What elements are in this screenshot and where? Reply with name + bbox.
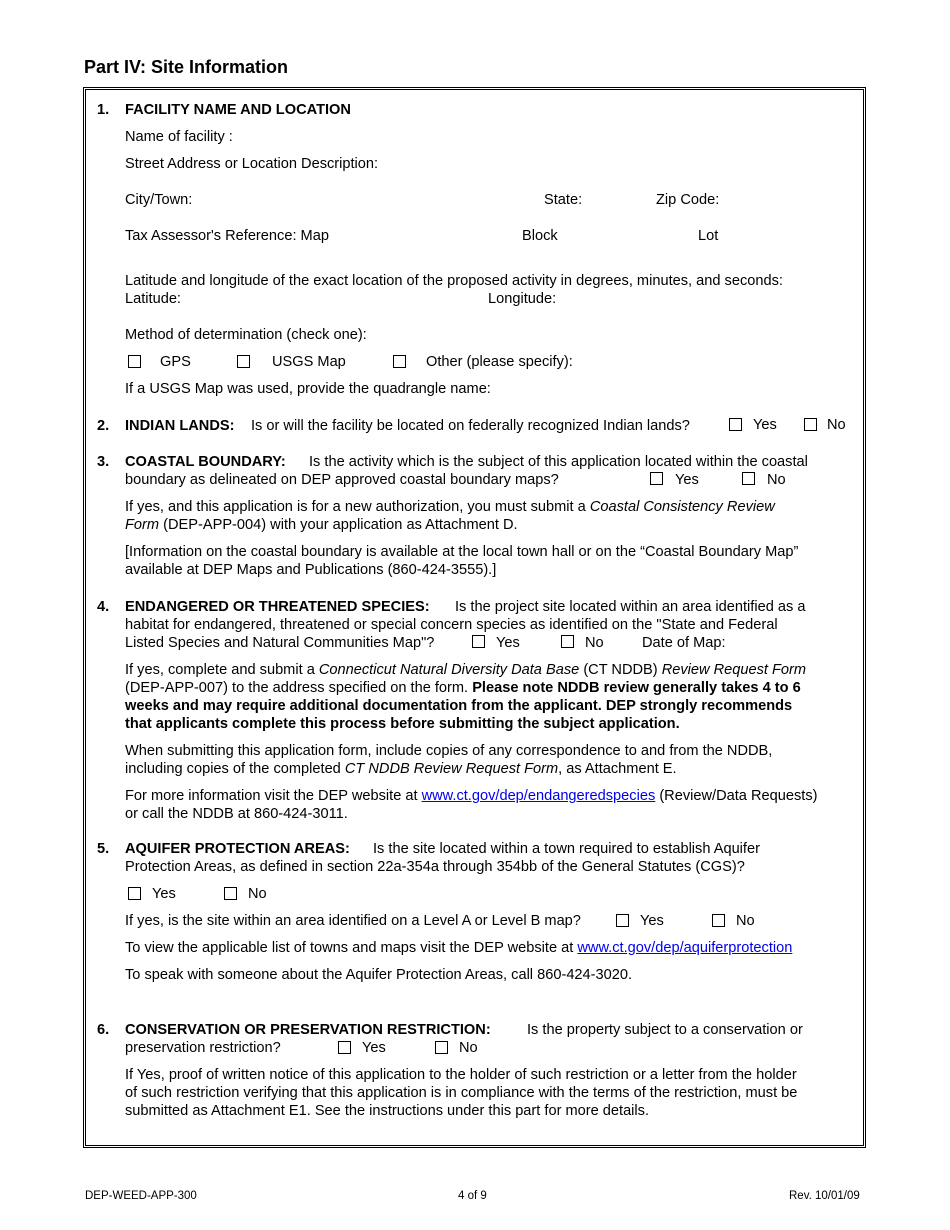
section-3-heading: COASTAL BOUNDARY: [125, 454, 286, 470]
aquifer-level-no-label: No [736, 913, 755, 929]
indian-lands-question: Is or will the facility be located on federally recognized Indian lands? [251, 418, 690, 434]
coastal-yes-checkbox[interactable] [650, 472, 663, 485]
species-paragraph-1-line2: (DEP-APP-007) to the address specified on the form. Please note NDDB review generally takes 4 to 6 [125, 680, 801, 696]
section-2-heading: INDIAN LANDS: [125, 418, 235, 434]
aquifer-protection-link[interactable]: www.ct.gov/dep/aquiferprotection [577, 940, 793, 956]
coastal-no-label: No [767, 472, 786, 488]
section-1-number: 1. [97, 102, 110, 118]
restriction-no-checkbox[interactable] [435, 1041, 448, 1054]
species-paragraph-3-line2: or call the NDDB at 860-424-3011. [125, 806, 348, 822]
gps-option-label: GPS [160, 354, 191, 370]
species-question-line3: Listed Species and Natural Communities Map"? [125, 635, 435, 651]
latitude-label: Latitude: [125, 291, 181, 307]
species-question-line1: Is the project site located within an area identified as a [455, 599, 806, 615]
coastal-yes-label: Yes [675, 472, 699, 488]
coastal-paragraph-2-line1: [Information on the coastal boundary is available at the local town hall or on the “Coastal Boundary Map” [125, 544, 799, 560]
indian-lands-no-checkbox[interactable] [804, 418, 817, 431]
section-1-heading: FACILITY NAME AND LOCATION [125, 102, 351, 118]
species-yes-checkbox[interactable] [472, 635, 485, 648]
other-checkbox[interactable] [393, 355, 406, 368]
section-5-number: 5. [97, 841, 110, 857]
coastal-question-line1: Is the activity which is the subject of this application located within the coastal [309, 454, 808, 470]
section-5-heading: AQUIFER PROTECTION AREAS: [125, 841, 350, 857]
species-no-label: No [585, 635, 604, 651]
aquifer-view-line: To view the applicable list of towns and maps visit the DEP website at www.ct.gov/dep/aquiferprotection [125, 940, 793, 956]
species-paragraph-1-line4: that applicants complete this process before submitting the subject application. [125, 716, 680, 732]
footer-revision: Rev. 10/01/09 [789, 1190, 860, 1202]
restriction-question-line2: preservation restriction? [125, 1040, 281, 1056]
quadrangle-label: If a USGS Map was used, provide the quadrangle name: [125, 381, 491, 397]
aquifer-level-yes-checkbox[interactable] [616, 914, 629, 927]
section-6-number: 6. [97, 1022, 110, 1038]
restriction-question-line1: Is the property subject to a conservation or [527, 1022, 803, 1038]
page-title: Part IV: Site Information [84, 57, 289, 77]
indian-lands-no-label: No [827, 417, 846, 433]
coastal-no-checkbox[interactable] [742, 472, 755, 485]
lot-label: Lot [698, 228, 719, 244]
restriction-no-label: No [459, 1040, 478, 1056]
species-paragraph-2-line1: When submitting this application form, include copies of any correspondence to and from the NDDB, [125, 743, 773, 759]
coastal-paragraph-2-line2: available at DEP Maps and Publications (860-424-3555).] [125, 562, 497, 578]
footer-page-number: 4 of 9 [458, 1190, 487, 1202]
indian-lands-yes-checkbox[interactable] [729, 418, 742, 431]
aquifer-yes-checkbox[interactable] [128, 887, 141, 900]
aquifer-speak-line: To speak with someone about the Aquifer Protection Areas, call 860-424-3020. [125, 967, 633, 983]
footer-form-id: DEP-WEED-APP-300 [85, 1190, 197, 1202]
section-2-number: 2. [97, 418, 110, 434]
species-paragraph-2-line2: including copies of the completed CT NDDB Review Request Form, as Attachment E. [125, 761, 677, 777]
aquifer-level-yes-label: Yes [640, 913, 664, 929]
endangered-species-link[interactable]: www.ct.gov/dep/endangeredspecies [421, 788, 656, 804]
coastal-question-line2: boundary as delineated on DEP approved coastal boundary maps? [125, 472, 559, 488]
restriction-paragraph-line1: If Yes, proof of written notice of this application to the holder of such restriction or a letter from the holder [125, 1067, 797, 1083]
zip-code-label: Zip Code: [656, 192, 720, 208]
gps-checkbox[interactable] [128, 355, 141, 368]
section-4-heading: ENDANGERED OR THREATENED SPECIES: [125, 599, 430, 615]
section-4-number: 4. [97, 599, 110, 615]
block-label: Block [522, 228, 558, 244]
method-label: Method of determination (check one): [125, 327, 367, 343]
usgs-map-checkbox[interactable] [237, 355, 250, 368]
species-no-checkbox[interactable] [561, 635, 574, 648]
coastal-paragraph-1-line1: If yes, and this application is for a new authorization, you must submit a Coastal Consistency Review [125, 499, 775, 515]
tax-map-label: Tax Assessor's Reference: Map [125, 228, 329, 244]
date-of-map-label: Date of Map: [642, 635, 726, 651]
species-yes-label: Yes [496, 635, 520, 651]
aquifer-no-label: No [248, 886, 267, 902]
street-address-label: Street Address or Location Description: [125, 156, 379, 172]
aquifer-question-line1: Is the site located within a town required to establish Aquifer [373, 841, 760, 857]
aquifer-level-question: If yes, is the site within an area identified on a Level A or Level B map? [125, 913, 581, 929]
restriction-yes-label: Yes [362, 1040, 386, 1056]
section-3-number: 3. [97, 454, 110, 470]
species-paragraph-1-line3: weeks and may require additional documentation from the applicant. DEP strongly recommends [125, 698, 793, 714]
facility-name-label: Name of facility : [125, 129, 233, 145]
coastal-paragraph-1-line2: Form (DEP-APP-004) with your application as Attachment D. [125, 517, 518, 533]
aquifer-yes-label: Yes [152, 886, 176, 902]
longitude-label: Longitude: [488, 291, 557, 307]
restriction-yes-checkbox[interactable] [338, 1041, 351, 1054]
species-paragraph-1-line1: If yes, complete and submit a Connecticut Natural Diversity Data Base (CT NDDB) Review Request Form [125, 662, 807, 678]
species-question-line2: habitat for endangered, threatened or special concern species as identified on the "State and Federal [125, 617, 778, 633]
species-paragraph-3-line1: For more information visit the DEP website at www.ct.gov/dep/endangeredspecies (Review/Data Requests) [125, 788, 818, 804]
latlong-intro: Latitude and longitude of the exact location of the proposed activity in degrees, minutes, and seconds: [125, 273, 783, 289]
aquifer-no-checkbox[interactable] [224, 887, 237, 900]
city-town-label: City/Town: [125, 192, 193, 208]
section-6-heading: CONSERVATION OR PRESERVATION RESTRICTION: [125, 1022, 491, 1038]
restriction-paragraph-line2: of such restriction verifying that this application is in compliance with the terms of the restriction, must be [125, 1085, 798, 1101]
restriction-paragraph-line3: submitted as Attachment E1. See the instructions under this part for more details. [125, 1103, 650, 1119]
usgs-map-option-label: USGS Map [272, 354, 346, 370]
aquifer-question-line2: Protection Areas, as defined in section 22a-354a through 354bb of the General Statutes (CGS)? [125, 859, 745, 875]
indian-lands-yes-label: Yes [753, 417, 777, 433]
other-option-label: Other (please specify): [426, 354, 573, 370]
aquifer-level-no-checkbox[interactable] [712, 914, 725, 927]
state-label: State: [544, 192, 583, 208]
